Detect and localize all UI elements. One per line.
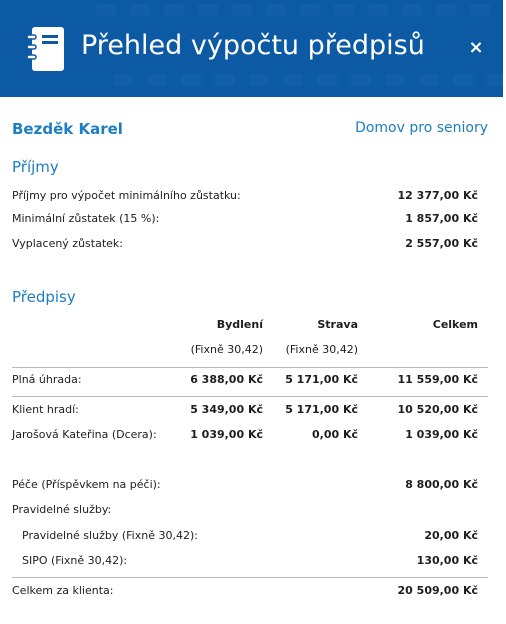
client-pays-row [12,400,488,420]
meals-value: 0,00 Kč [311,428,358,441]
total-value: 1 039,00 Kč [405,428,478,441]
income-row [12,186,488,206]
row-label: Pravidelné služby (Fixně 30,42): [22,529,198,542]
income-row [12,209,488,229]
client-total-row [12,581,488,601]
row-value: 1 857,00 Kč [405,212,478,225]
income-section-title: Příjmy [12,158,59,176]
prescriptions-column-notes [12,340,488,360]
housing-value: 1 039,00 Kč [190,428,263,441]
housing-value: 6 388,00 Kč [190,373,263,386]
row-value: 8 800,00 Kč [405,478,478,491]
total-value: 11 559,00 Kč [397,373,478,386]
relative-payment-row [12,425,488,445]
row-label: Plná úhrada: [12,373,82,386]
prescriptions-column-headers [12,315,488,335]
care-row [12,475,488,495]
column-header-housing: Bydlení [216,318,263,331]
close-button[interactable]: × [468,37,484,58]
row-label: Jarošová Kateřina (Dcera): [12,428,157,441]
row-value: 2 557,00 Kč [405,237,478,250]
client-name: Bezděk Karel [12,120,123,138]
dialog-header [0,0,503,97]
divider [12,367,488,368]
row-label: Příjmy pro výpočet minimálního zůstatku: [12,189,241,202]
divider [12,396,488,397]
prescriptions-section-title: Předpisy [12,288,76,306]
meals-value: 5 171,00 Kč [285,373,358,386]
column-note-housing: (Fixně 30,42) [190,343,263,356]
row-label: Péče (Příspěvkem na péči): [12,478,161,491]
row-value: 12 377,00 Kč [397,189,478,202]
housing-value: 5 349,00 Kč [190,403,263,416]
column-note-meals: (Fixně 30,42) [285,343,358,356]
total-value: 10 520,00 Kč [397,403,478,416]
row-value: 130,00 Kč [416,554,478,567]
column-header-total: Celkem [432,318,478,331]
notebook-icon [26,26,66,72]
regular-services-heading [12,500,488,520]
row-label: Klient hradí: [12,403,79,416]
meals-value: 5 171,00 Kč [285,403,358,416]
row-label: Celkem za klienta: [12,584,114,597]
dialog-title: Přehled výpočtu předpisů [81,30,425,61]
row-label: Pravidelné služby: [12,503,112,516]
full-payment-row [12,370,488,390]
row-label: Minimální zůstatek (15 %): [12,212,160,225]
row-label: Vyplacený zůstatek: [12,237,123,250]
row-label: SIPO (Fixně 30,42): [22,554,128,567]
facility-name: Domov pro seniory [355,120,488,136]
regular-service-row [22,551,488,571]
row-value: 20 509,00 Kč [397,584,478,597]
divider [12,577,488,578]
regular-service-row [22,526,488,546]
income-row [12,234,488,254]
row-value: 20,00 Kč [424,529,478,542]
column-header-meals: Strava [317,318,358,331]
